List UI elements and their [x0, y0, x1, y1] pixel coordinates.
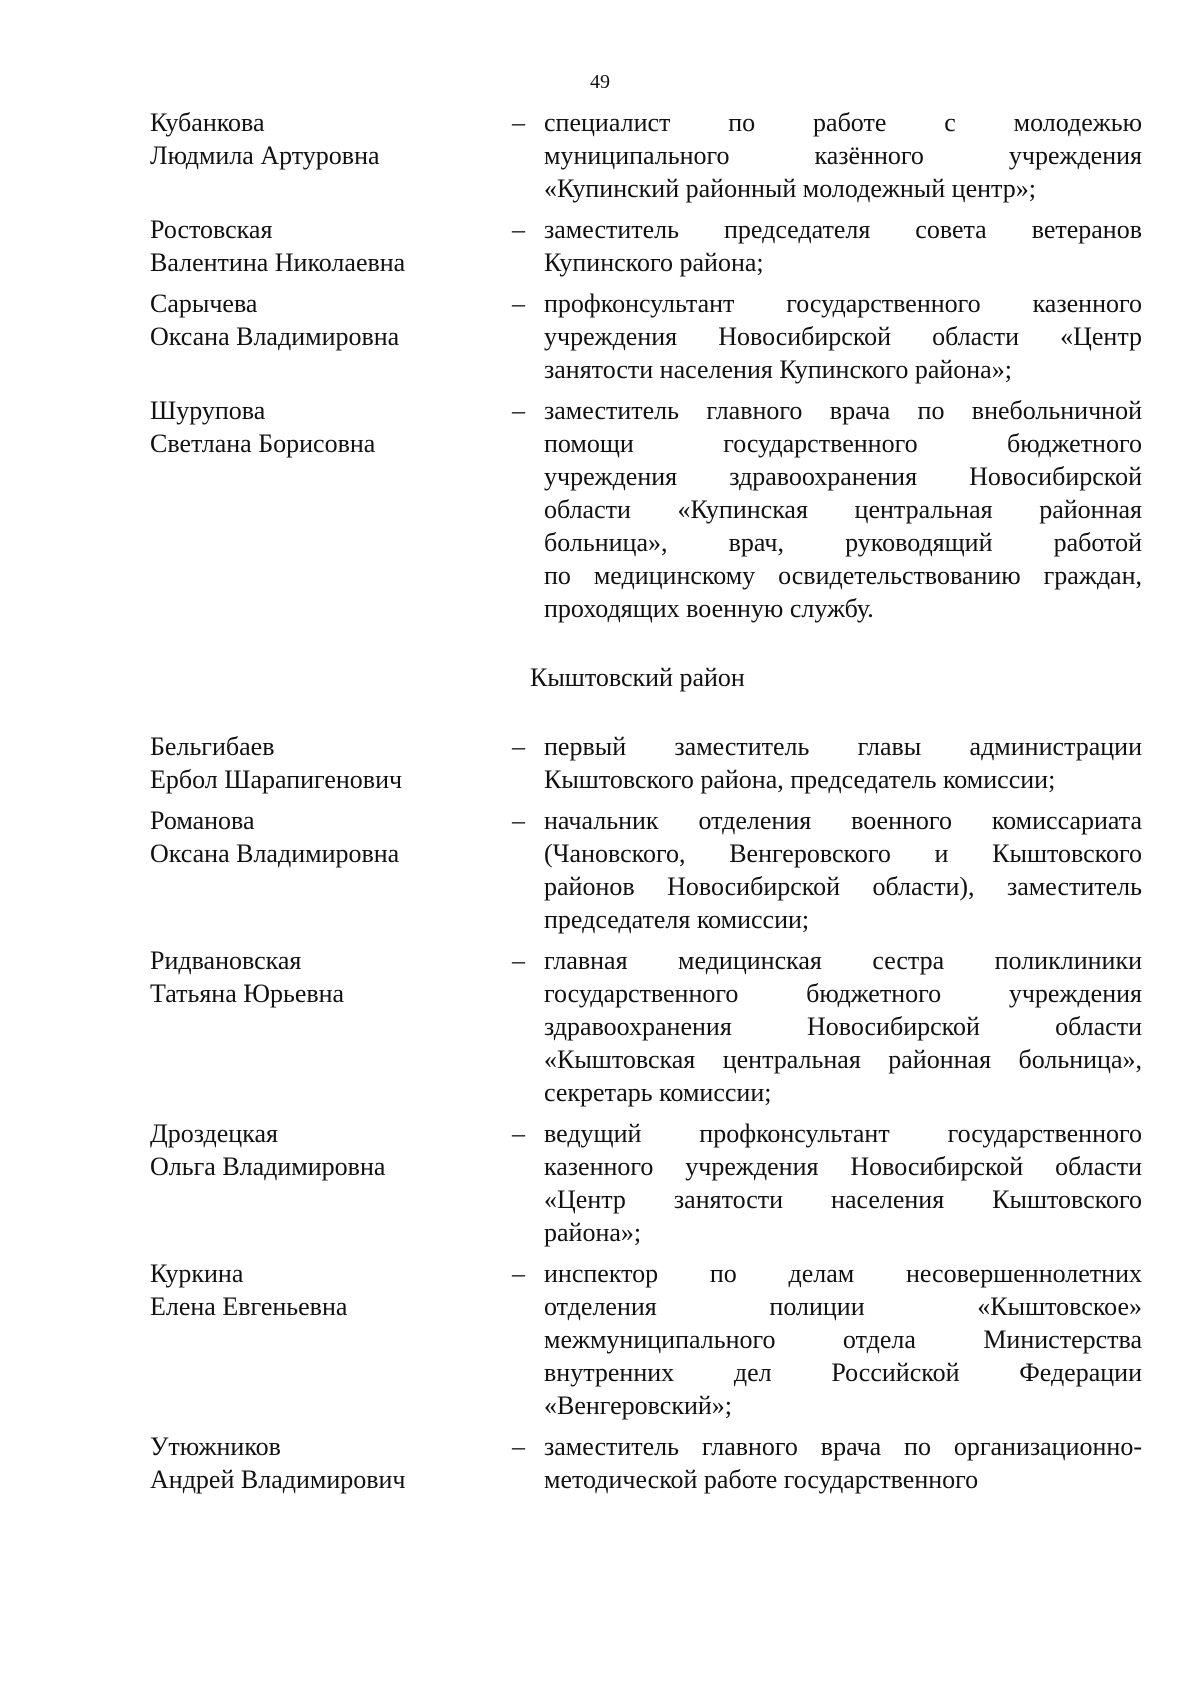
member-entry [150, 106, 1150, 205]
member-given-names: Татьяна Юрьевна [150, 979, 345, 1008]
member-given-names: Светлана Борисовна [150, 429, 376, 458]
position-line: заместитель председателя совета ветеранов [544, 215, 1142, 244]
member-given-names: Оксана Владимировна [150, 322, 400, 351]
dash-separator: – [512, 946, 525, 975]
dash-separator: – [512, 1119, 525, 1148]
position-line: заместитель главного врача по организационно- [544, 1432, 1142, 1461]
member-entry [150, 944, 1150, 1109]
member-position [544, 287, 1142, 386]
member-surname: Бельгибаев [150, 732, 275, 761]
position-line: области «Купинская центральная районная [544, 495, 1142, 524]
position-line: (Чановского, Венгеровского и Кыштовского [544, 839, 1142, 868]
position-line: секретарь комиссии; [544, 1078, 772, 1107]
member-given-names: Ольга Владимировна [150, 1152, 386, 1181]
member-name [150, 1430, 512, 1496]
dash-separator: – [512, 108, 525, 137]
entries-group-after [150, 730, 1150, 1496]
dash-separator: – [512, 1432, 525, 1461]
position-line: главная медицинская сестра поликлиники [544, 946, 1142, 975]
member-name [150, 106, 512, 172]
position-line: районов Новосибирской области), заместитель [544, 872, 1142, 901]
position-line: казенного учреждения Новосибирской области [544, 1152, 1142, 1181]
member-name [150, 287, 512, 353]
position-line: занятости населения Купинского района»; [544, 355, 1012, 384]
member-name [150, 213, 512, 279]
position-line: помощи государственного бюджетного [544, 429, 1142, 458]
position-line: проходящих военную службу. [544, 594, 874, 623]
member-surname: Ростовская [150, 215, 273, 244]
member-position [544, 213, 1142, 279]
position-line: учреждения Новосибирской области «Центр [544, 322, 1142, 351]
position-line: председателя комиссии; [544, 905, 810, 934]
member-surname: Шурупова [150, 396, 266, 425]
position-line: «Кыштовская центральная районная больница», [544, 1045, 1142, 1074]
position-line: отделения полиции «Кыштовское» [544, 1292, 1142, 1321]
member-entry [150, 1430, 1150, 1496]
member-name [150, 804, 512, 870]
dash-separator: – [512, 1259, 525, 1288]
position-line: «Центр занятости населения Кыштовского [544, 1185, 1142, 1214]
position-line: муниципального казённого учреждения [544, 141, 1142, 170]
member-given-names: Андрей Владимирович [150, 1465, 406, 1494]
position-line: учреждения здравоохранения Новосибирской [544, 462, 1142, 491]
position-line: первый заместитель главы администрации [544, 732, 1142, 761]
member-surname: Кубанкова [150, 108, 265, 137]
position-line: больница», врач, руководящий работой [544, 528, 1142, 557]
member-position [544, 944, 1142, 1109]
position-line: «Купинский районный молодежный центр»; [544, 174, 1036, 203]
position-line: внутренних дел Российской Федерации [544, 1358, 1142, 1387]
position-line: специалист по работе с молодежью [544, 108, 1142, 137]
position-line: государственного бюджетного учреждения [544, 979, 1142, 1008]
member-name [150, 1257, 512, 1323]
member-position [544, 1430, 1142, 1496]
position-line: по медицинскому освидетельствованию граждан, [544, 561, 1142, 590]
entries-group-before [150, 106, 1150, 625]
position-line: Кыштовского района, председатель комиссии; [544, 765, 1056, 794]
position-line: методической работе государственного [544, 1465, 979, 1494]
position-line: района»; [544, 1218, 642, 1247]
member-surname: Ридвановская [150, 946, 302, 975]
dash-separator: – [512, 732, 525, 761]
position-line: начальник отделения военного комиссариата [544, 806, 1142, 835]
position-line: межмуниципального отдела Министерства [544, 1325, 1142, 1354]
position-line: инспектор по делам несовершеннолетних [544, 1259, 1142, 1288]
dash-separator: – [512, 289, 525, 318]
member-entry [150, 287, 1150, 386]
member-given-names: Валентина Николаевна [150, 248, 406, 277]
position-line: ведущий профконсультант государственного [544, 1119, 1142, 1148]
dash-separator: – [512, 396, 525, 425]
member-entry [150, 213, 1150, 279]
document-body [150, 106, 1150, 1496]
member-name [150, 944, 512, 1010]
member-entry [150, 730, 1150, 796]
position-line: «Венгеровский»; [544, 1391, 733, 1420]
member-name [150, 730, 512, 796]
member-name [150, 1117, 512, 1183]
member-surname: Сарычева [150, 289, 258, 318]
member-entry [150, 394, 1150, 625]
section-heading: Кыштовский район [530, 663, 745, 692]
member-position [544, 394, 1142, 625]
member-given-names: Ербол Шарапигенович [150, 765, 403, 794]
member-position [544, 804, 1142, 936]
member-position [544, 106, 1142, 205]
dash-separator: – [512, 215, 525, 244]
position-line: здравоохранения Новосибирской области [544, 1012, 1142, 1041]
member-name [150, 394, 512, 460]
member-surname: Дроздецкая [150, 1119, 278, 1148]
member-entry [150, 804, 1150, 936]
member-given-names: Елена Евгеньевна [150, 1292, 348, 1321]
member-given-names: Оксана Владимировна [150, 839, 400, 868]
dash-separator: – [512, 806, 525, 835]
member-surname: Романова [150, 806, 255, 835]
member-surname: Утюжников [150, 1432, 281, 1461]
member-position [544, 1117, 1142, 1249]
member-position [544, 730, 1142, 796]
member-entry [150, 1117, 1150, 1249]
page-number: 49 [590, 71, 610, 93]
position-line: профконсультант государственного казенного [544, 289, 1142, 318]
member-surname: Куркина [150, 1259, 244, 1288]
position-line: Купинского района; [544, 248, 764, 277]
member-entry [150, 1257, 1150, 1422]
member-position [544, 1257, 1142, 1422]
member-given-names: Людмила Артуровна [150, 141, 380, 170]
position-line: заместитель главного врача по внебольничной [544, 396, 1142, 425]
